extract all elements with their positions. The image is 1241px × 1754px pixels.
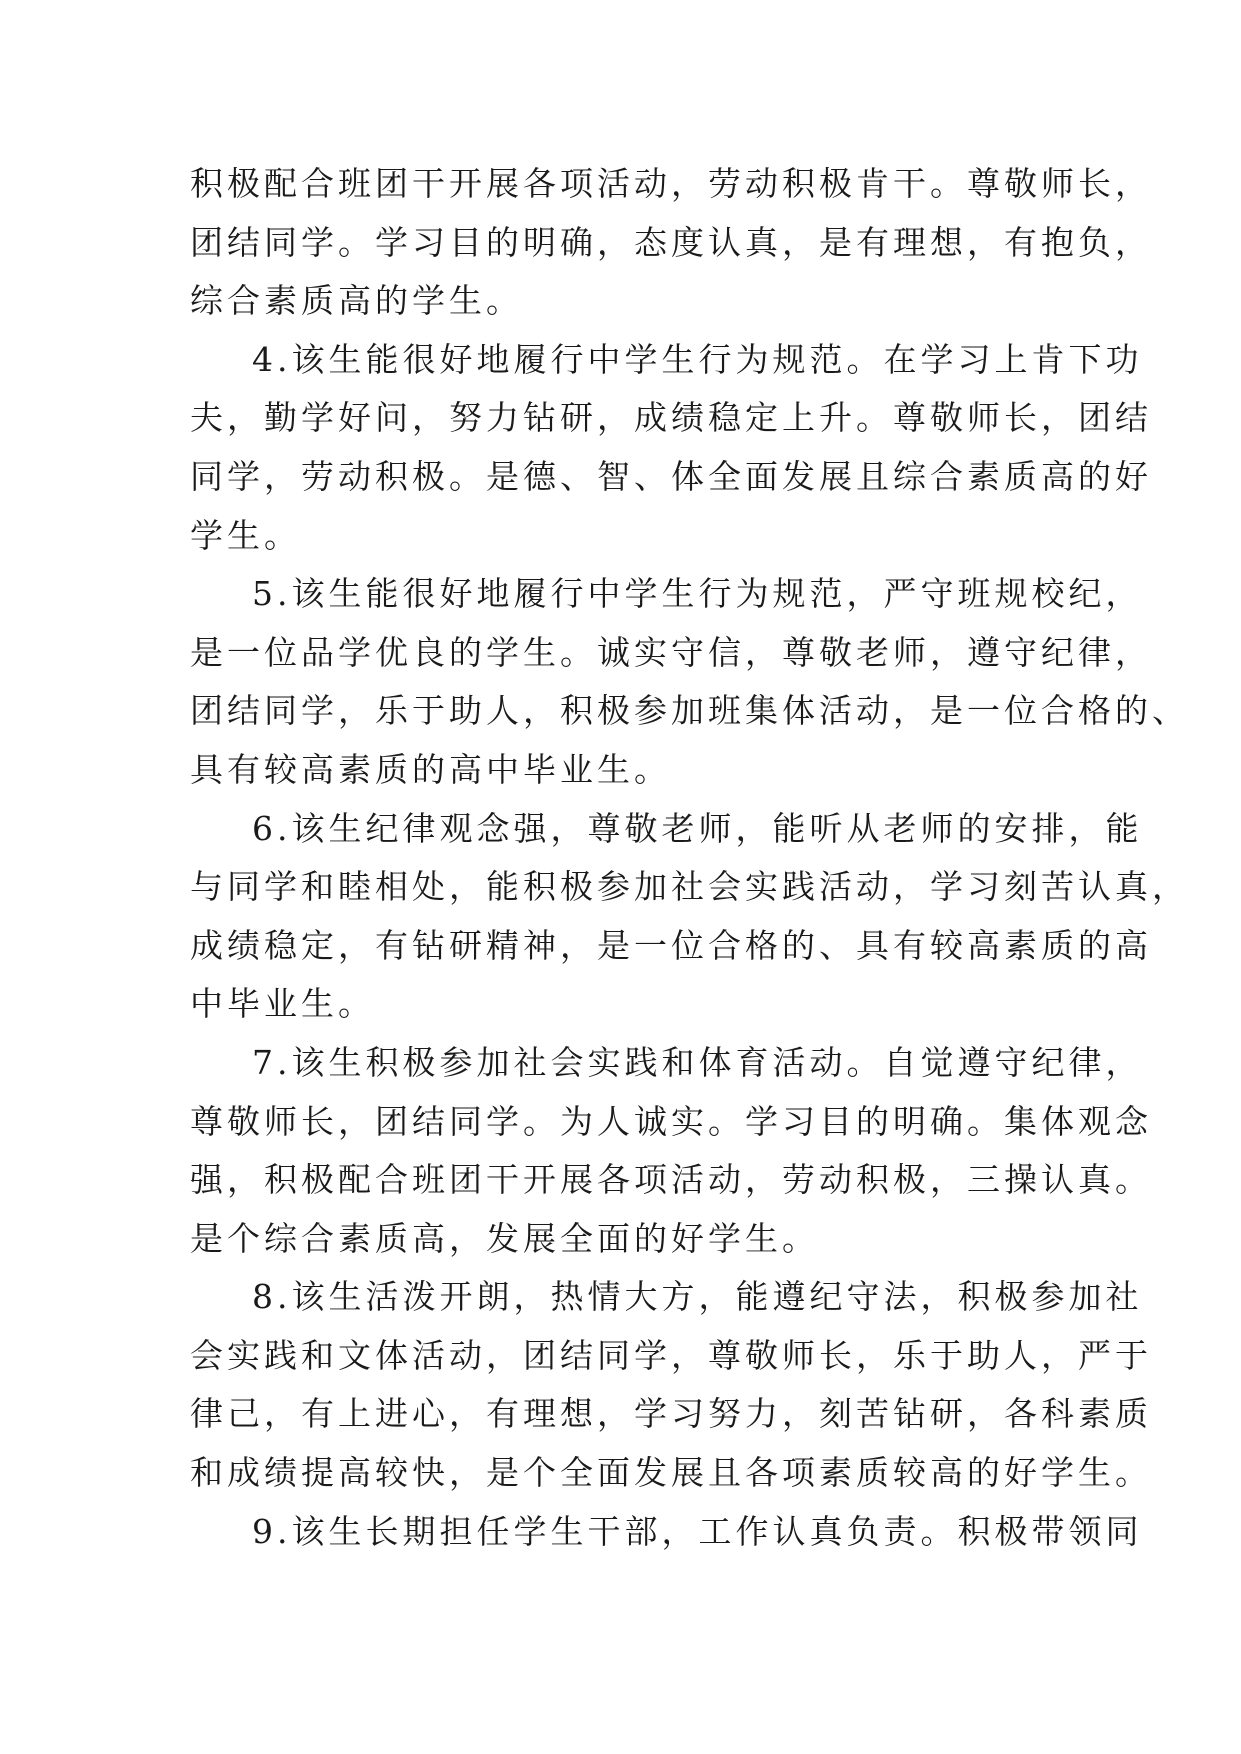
paragraph-line: 同学，劳动积极。是德、智、体全面发展且综合素质高的好: [190, 456, 1152, 496]
paragraph-line: 学生。: [190, 515, 301, 555]
document-body: [190, 155, 1189, 1561]
paragraph: [190, 1503, 1143, 1562]
paragraph-line: 成绩稳定，有钻研精神，是一位合格的、具有较高素质的高: [190, 925, 1152, 965]
paragraph-line: 积极配合班团干开展各项活动，劳动积极肯干。尊敬师长，: [190, 164, 1152, 203]
paragraph-line: 夫，勤学好问，努力钻研，成绩稳定上升。尊敬师长，团结: [190, 398, 1152, 438]
paragraph-line: 综合素质高的学生。: [190, 281, 523, 321]
paragraph-line: 律己，有上进心，有理想，学习努力，刻苦钻研，各科素质: [190, 1394, 1152, 1434]
paragraph-line: 6.该生纪律观念强，尊敬老师，能听从老师的安排，能: [252, 808, 1143, 848]
paragraph-line: 中毕业生。: [190, 984, 375, 1024]
paragraph-line: 与同学和睦相处，能积极参加社会实践活动，学习刻苦认真，: [190, 867, 1189, 907]
paragraph-line: 9.该生长期担任学生干部，工作认真负责。积极带领同: [252, 1511, 1143, 1551]
paragraph: [190, 800, 1189, 1034]
paragraph-line: 7.该生积极参加社会实践和体育活动。自觉遵守纪律，: [252, 1042, 1143, 1082]
paragraph-line: 团结同学。学习目的明确，态度认真，是有理想，有抱负，: [190, 222, 1152, 262]
paragraph-line: 强，积极配合班团干开展各项活动，劳动积极，三操认真。: [190, 1160, 1152, 1200]
paragraph: [190, 155, 1152, 331]
paragraph-line: 5.该生能很好地履行中学生行为规范，严守班规校纪，: [252, 574, 1143, 614]
paragraph: [190, 1268, 1152, 1502]
paragraph-line: 和成绩提高较快，是个全面发展且各项素质较高的好学生。: [190, 1453, 1152, 1493]
paragraph-line: 是一位品学优良的学生。诚实守信，尊敬老师，遵守纪律，: [190, 632, 1152, 672]
paragraph-line: 会实践和文体活动，团结同学，尊敬师长，乐于助人，严于: [190, 1335, 1152, 1375]
paragraph-line: 具有较高素质的高中毕业生。: [190, 749, 671, 789]
paragraph: [190, 331, 1152, 565]
paragraph-line: 4.该生能很好地履行中学生行为规范。在学习上肯下功: [252, 339, 1143, 379]
paragraph-line: 团结同学，乐于助人，积极参加班集体活动，是一位合格的、: [190, 691, 1189, 731]
paragraph-line: 8.该生活泼开朗，热情大方，能遵纪守法，积极参加社: [252, 1277, 1143, 1317]
paragraph-line: 尊敬师长，团结同学。为人诚实。学习目的明确。集体观念: [190, 1101, 1152, 1141]
paragraph: [190, 1034, 1152, 1268]
paragraph-line: 是个综合素质高，发展全面的好学生。: [190, 1218, 819, 1258]
paragraph: [190, 565, 1189, 799]
